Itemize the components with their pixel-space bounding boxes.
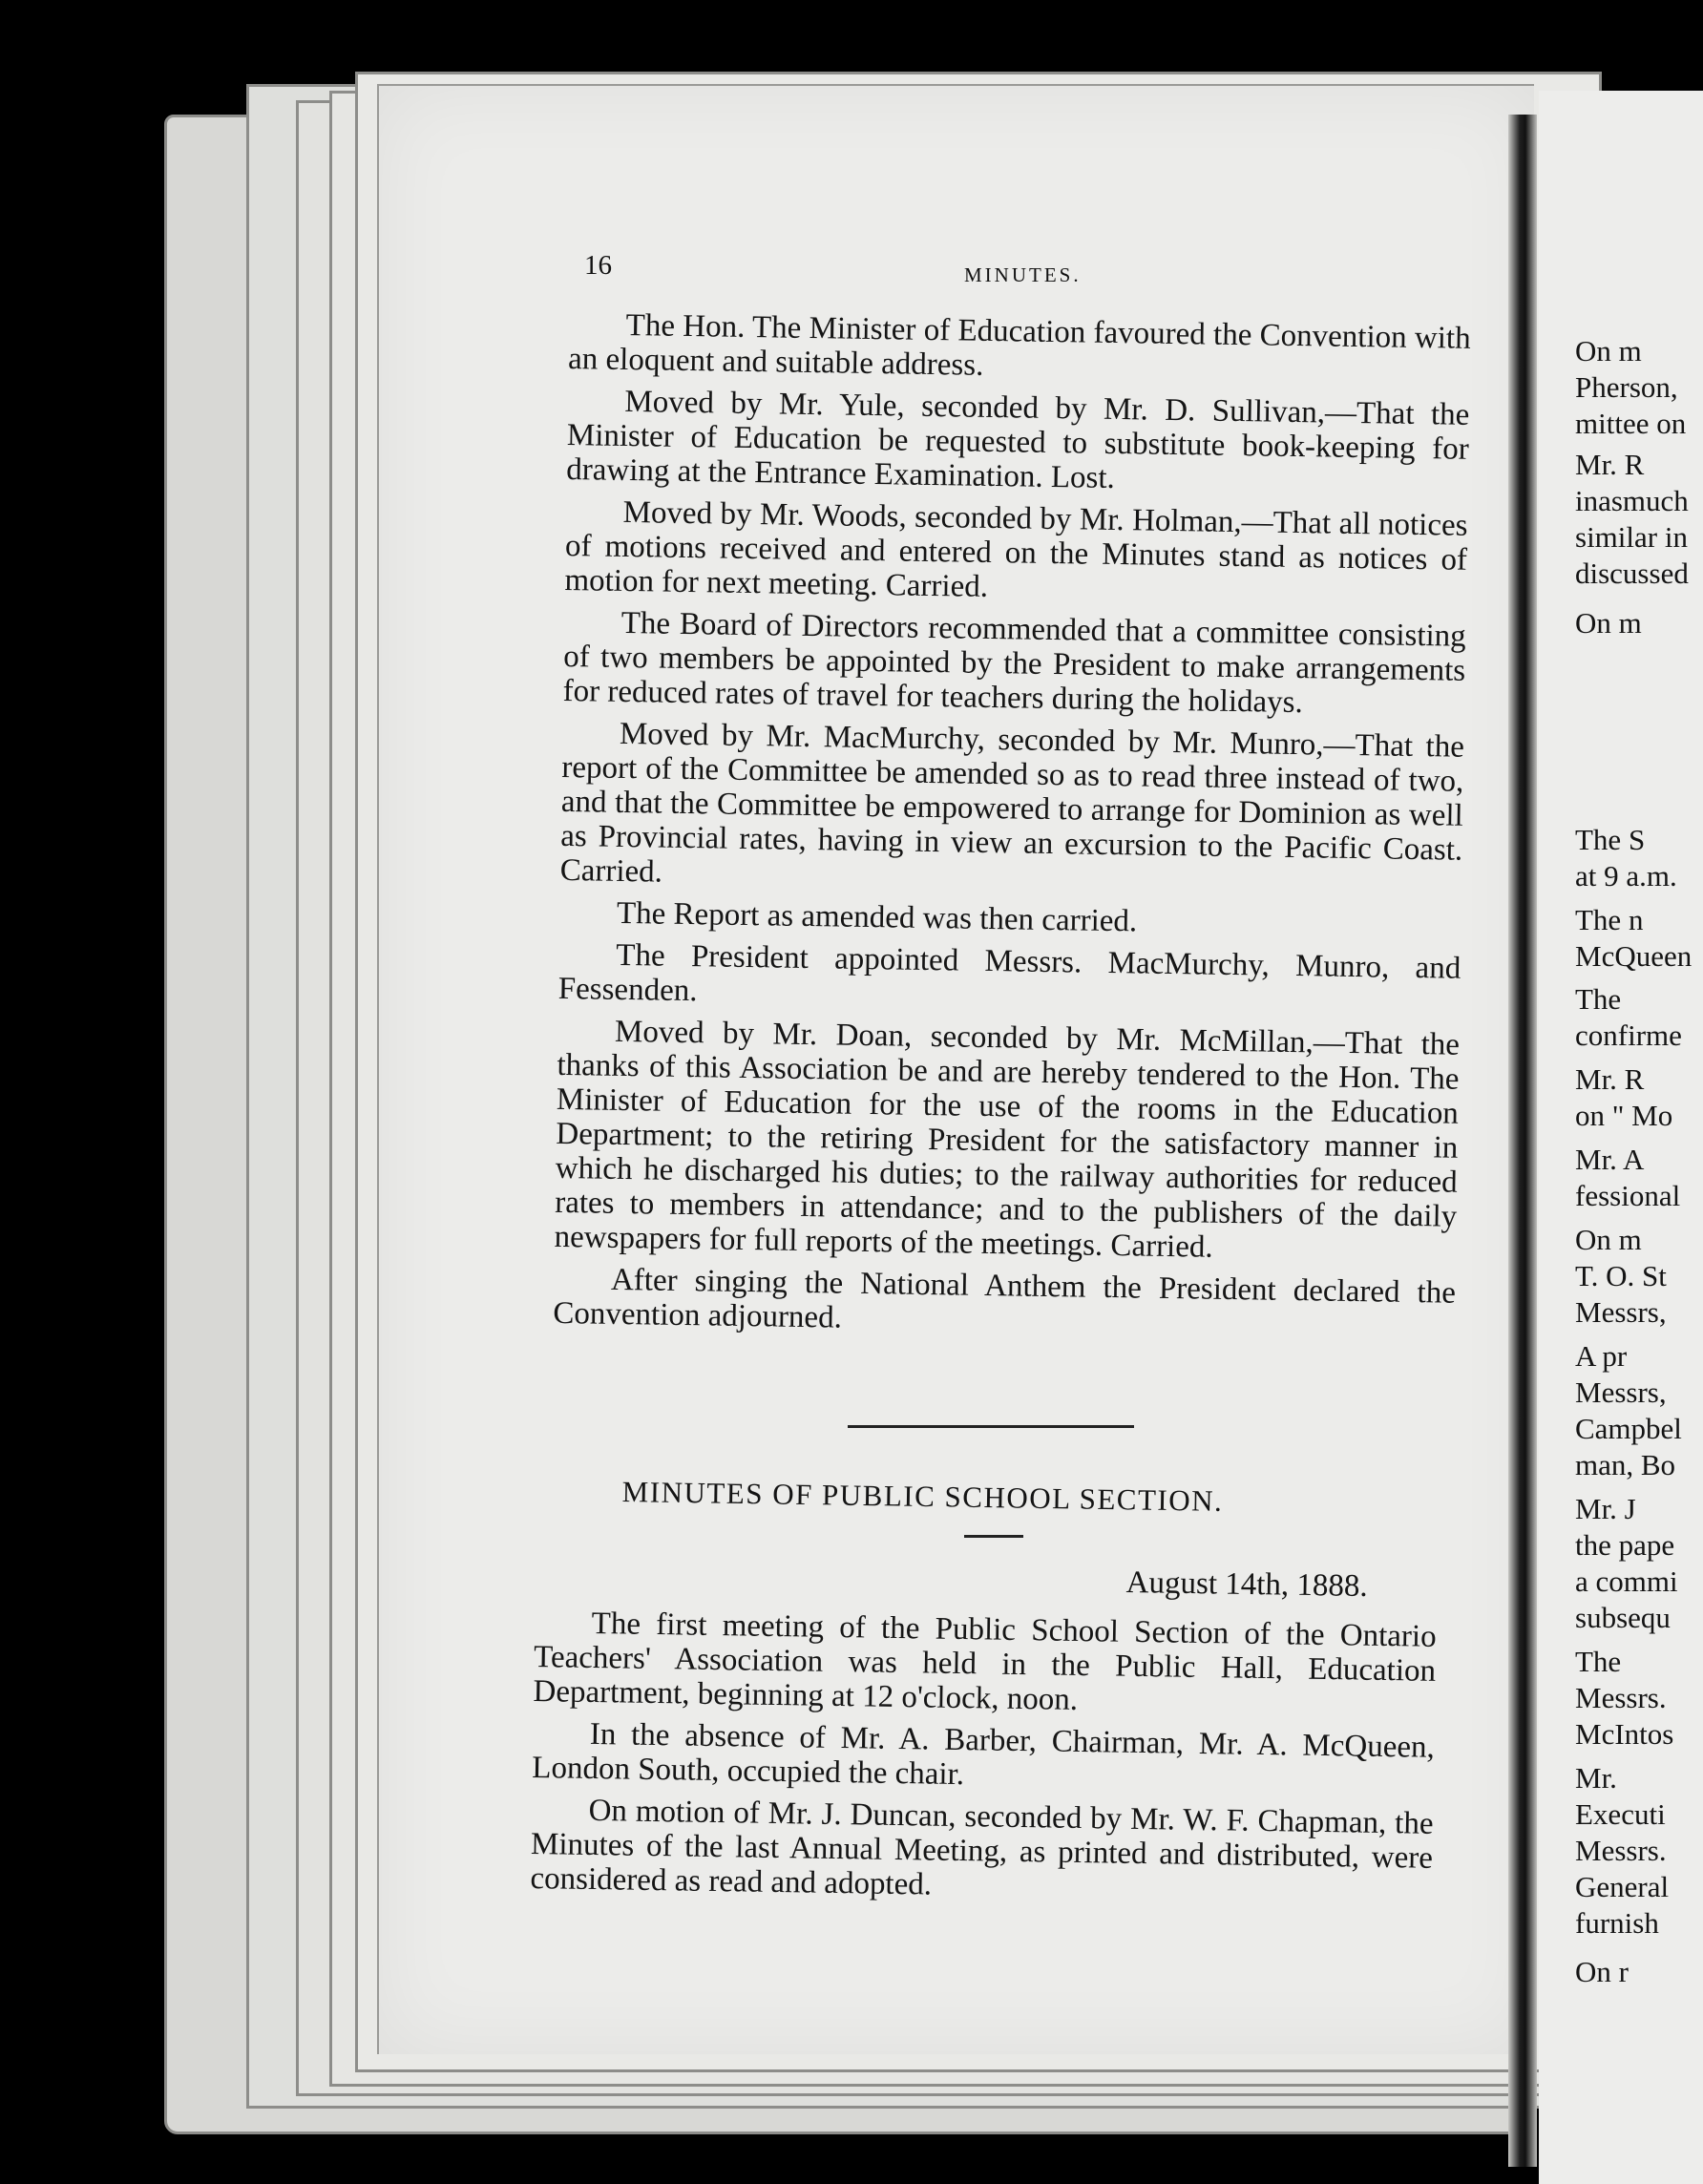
facing-line: Mr. R <box>1575 448 1645 481</box>
facing-line: A pr <box>1575 1339 1628 1373</box>
facing-page <box>1539 91 1703 2184</box>
paragraph: The Hon. The Minister of Education favoured the Convention with an eloquent and suitable address. <box>567 307 1471 383</box>
facing-line: McQueen <box>1575 939 1692 973</box>
facing-line: On r <box>1575 1955 1629 1988</box>
facing-line: Mr. A <box>1575 1143 1645 1176</box>
facing-line: subsequ <box>1575 1601 1671 1634</box>
facing-line: Mr. <box>1575 1761 1617 1795</box>
section-body <box>530 1606 1437 1918</box>
facing-line: Messrs. <box>1575 1681 1667 1714</box>
book-gutter <box>1508 115 1537 2167</box>
facing-line: inasmuch <box>1575 484 1689 517</box>
facing-line: On m <box>1575 1223 1642 1256</box>
facing-line: McIntos <box>1575 1717 1674 1751</box>
section-title: MINUTES OF PUBLIC SCHOOL SECTION. <box>621 1475 1224 1518</box>
facing-line: confirme <box>1575 1018 1682 1052</box>
page-number: 16 <box>584 250 612 281</box>
facing-line: mittee on <box>1575 407 1687 440</box>
facing-line: a commi <box>1575 1564 1678 1598</box>
paragraph: Moved by Mr. Yule, seconded by Mr. D. Sullivan,—That the Minister of Education be requested to substitute book-keeping for drawing at the Entrance Examination. Lost. <box>566 384 1470 496</box>
running-head: MINUTES. <box>964 263 1082 286</box>
section-date: August 14th, 1888. <box>1125 1565 1368 1604</box>
facing-line: Messrs, <box>1575 1376 1667 1409</box>
facing-line: General <box>1575 1870 1670 1903</box>
facing-line: The n <box>1575 903 1644 936</box>
facing-line: on " Mo <box>1575 1099 1673 1132</box>
facing-line: discussed <box>1575 556 1689 590</box>
paragraph: The first meeting of the Public School Section of the Ontario Teachers' Association was held in the Public Hall, Education Department, beginning at 12 o'clock, noon. <box>533 1606 1437 1717</box>
facing-line: Pherson, <box>1575 370 1678 404</box>
paragraph: Moved by Mr. MacMurchy, seconded by Mr. Munro,—That the report of the Committee be amended so as to read three instead of two, and that the Committee be empowered to arrange for Dominion as well as Provincial rates, having in view an excursion to the Pacific Coast. Carried. <box>559 716 1465 890</box>
facing-line: The S <box>1575 823 1646 856</box>
facing-line: Mr. R <box>1575 1062 1645 1096</box>
paragraph: Moved by Mr. Woods, seconded by Mr. Holman,—That all notices of motions received and entered on the Minutes stand as notices of motion for next meeting. Carried. <box>564 494 1468 604</box>
facing-line: man, Bo <box>1575 1448 1676 1481</box>
minutes-body <box>553 307 1471 1353</box>
facing-line: furnish <box>1575 1906 1659 1940</box>
facing-line: fessional <box>1575 1179 1681 1212</box>
facing-line: Messrs. <box>1575 1834 1667 1867</box>
facing-line: Executi <box>1575 1797 1666 1831</box>
facing-line: Messrs, <box>1575 1295 1667 1329</box>
paragraph: After singing the National Anthem the President declared the Convention adjourned. <box>553 1262 1457 1335</box>
title-rule <box>964 1535 1023 1538</box>
section-divider <box>848 1425 1134 1428</box>
facing-line: The <box>1575 1645 1622 1678</box>
facing-line: at 9 a.m. <box>1575 859 1677 892</box>
facing-line: On m <box>1575 606 1642 640</box>
paragraph: The President appointed Messrs. MacMurchy, Munro, and Fessenden. <box>557 937 1461 1009</box>
facing-line: Mr. J <box>1575 1492 1636 1525</box>
paragraph: In the absence of Mr. A. Barber, Chairman, Mr. A. McQueen, London South, occupied the chair. <box>532 1716 1436 1793</box>
paragraph: On motion of Mr. J. Duncan, seconded by Mr. W. F. Chapman, the Minutes of the last Annual Meeting, as printed and distributed, were considered as read and adopted. <box>530 1793 1434 1902</box>
facing-line: The <box>1575 982 1622 1016</box>
facing-line: the pape <box>1575 1528 1675 1562</box>
paragraph: The Report as amended was then carried. <box>616 895 1138 939</box>
facing-line: Campbel <box>1575 1412 1682 1445</box>
facing-line: similar in <box>1575 520 1688 554</box>
paragraph: Moved by Mr. Doan, seconded by Mr. McMillan,—That the thanks of this Association be and are hereby tendered to the Hon. The Minister of Education for the use of the rooms in the Education Department; to the retiring President for the satisfactory manner in which he discharged his duties; to the railway authorities for reduced rates to members in attendance; and to the publishers of the daily newspapers for full reports of the meetings. Carried. <box>554 1014 1461 1265</box>
facing-line: T. O. St <box>1575 1259 1667 1292</box>
paragraph: The Board of Directors recommended that a committee consisting of two members be appointed by the President to make arrangements for reduced rates of travel for teachers during the holidays. <box>562 605 1466 721</box>
facing-line: On m <box>1575 334 1642 368</box>
